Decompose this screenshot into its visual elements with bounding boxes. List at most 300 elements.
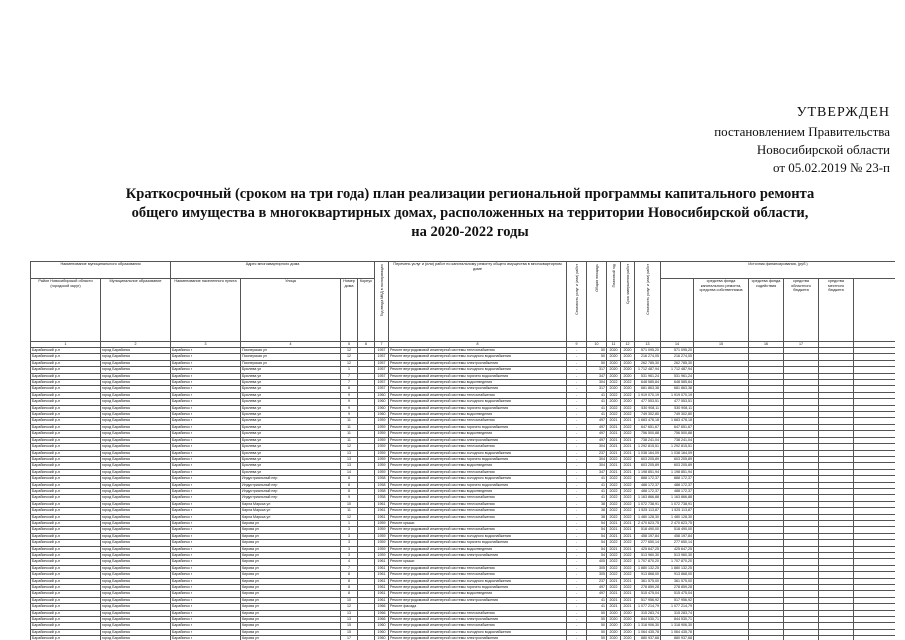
cell-empty: [819, 636, 854, 640]
cell-plan-year: 2020: [607, 629, 621, 635]
cell-fund-owners: 518 490,00: [661, 527, 694, 533]
cell-works: Ремонт внутридомовой инженерной системы холодного водоснабжения: [389, 578, 567, 584]
cell-district: Барабинский р-н: [31, 565, 101, 571]
cell-deadline: 2021: [621, 597, 635, 603]
cell-fund-owners: 488 172,37: [661, 488, 694, 494]
cell-year-built: 1959: [375, 418, 389, 424]
cell-year-built: 1959: [375, 450, 389, 456]
cell-deadline: 2022: [621, 565, 635, 571]
approval-stamp: [640, 104, 890, 177]
cell-street: Брилева ул: [241, 367, 341, 373]
cell-street: Кирова ул: [241, 623, 341, 629]
cell-district: Барабинский р-н: [31, 527, 101, 533]
cell-district: Барабинский р-н: [31, 585, 101, 591]
cell-cost: 278 859,28: [635, 585, 661, 591]
cell-locality: Барабинск г: [171, 636, 241, 640]
cell-house: 17: [341, 636, 358, 640]
cell-plan-year: 2022: [607, 585, 621, 591]
cell-district: Барабинский р-н: [31, 437, 101, 443]
cell-year-built: 1961: [375, 585, 389, 591]
cell-locality: Барабинск г: [171, 456, 241, 462]
cell-deadline: 2022: [621, 514, 635, 520]
cell-district: Барабинский р-н: [31, 360, 101, 366]
cell-works: Ремонт внутридомовой инженерной системы водоотведения: [389, 463, 567, 469]
cell-fund-owners: 738 241,04: [661, 437, 694, 443]
cell-deadline: 2021: [621, 418, 635, 424]
cell-deadline: 2020: [621, 617, 635, 623]
header-cost: Стоимость услуг и (или) работ: [635, 262, 661, 342]
cell-cost-pre: -: [567, 456, 587, 462]
cell-deadline: 2021: [621, 604, 635, 610]
cell-district: Барабинский р-н: [31, 591, 101, 597]
cell-deadline: 2020: [621, 348, 635, 354]
cell-settlement: город Барабинск: [101, 380, 171, 386]
cell-district: Барабинский р-н: [31, 572, 101, 578]
cell-settlement: город Барабинск: [101, 533, 171, 539]
cell-plan-year: 2022: [607, 540, 621, 546]
cell-deadline: 2022: [621, 412, 635, 418]
cell-settlement: город Барабинск: [101, 578, 171, 584]
cell-cost-pre: -: [567, 546, 587, 552]
cell-works: Ремонт внутридомовой инженерной системы водоотведения: [389, 412, 567, 418]
cell-area: 347: [587, 469, 607, 475]
cell-plan-year: 2021: [607, 604, 621, 610]
cell-district: Барабинский р-н: [31, 386, 101, 392]
cell-year-built: 1960: [375, 412, 389, 418]
cell-empty: [749, 636, 784, 640]
cell-cost-pre: -: [567, 476, 587, 482]
cell-house: 11: [341, 418, 358, 424]
cell-area: 50: [587, 360, 607, 366]
cell-area: 54: [587, 553, 607, 559]
cell-area: 50: [587, 354, 607, 360]
cell-building: [358, 636, 375, 640]
cell-district: Барабинский р-н: [31, 469, 101, 475]
cell-district: Барабинский р-н: [31, 399, 101, 405]
cell-area: 50: [587, 610, 607, 616]
cell-district: Барабинский р-н: [31, 392, 101, 398]
cell-works: Ремонт внутридомовой инженерной системы теплоснабжения: [389, 623, 567, 629]
cell-works: Ремонт внутридомовой инженерной системы теплоснабжения: [389, 610, 567, 616]
cell-cost: 913 868,00: [635, 572, 661, 578]
header-building: Корпус: [358, 279, 375, 342]
cell-locality: Барабинск г: [171, 629, 241, 635]
cell-district: Барабинский р-н: [31, 373, 101, 379]
column-number: 4: [241, 342, 341, 348]
cell-cost: 1 712 487,94: [635, 367, 661, 373]
cell-fund-owners: 262 785,30: [661, 360, 694, 366]
cell-house: 3: [341, 533, 358, 539]
cell-area: 50: [587, 636, 607, 640]
cell-area: 41: [587, 495, 607, 501]
cell-plan-year: 2021: [607, 546, 621, 552]
cell-cost-pre: -: [567, 482, 587, 488]
cell-fund-owners: 2 470 623,75: [661, 520, 694, 526]
header-fund-other: [854, 279, 895, 342]
cell-year-built: 1960: [375, 405, 389, 411]
cell-locality: Барабинск г: [171, 501, 241, 507]
cell-plan-year: 2020: [607, 386, 621, 392]
header-settlement: Муниципальное образование: [101, 279, 171, 342]
cell-works: Ремонт внутридомовой инженерной системы электроснабжения: [389, 617, 567, 623]
cell-house: 12: [341, 444, 358, 450]
cell-house: 7: [341, 380, 358, 386]
cell-area: 497: [587, 437, 607, 443]
cell-street: Брилева ул: [241, 405, 341, 411]
cell-street: Карла Маркса ул: [241, 514, 341, 520]
cell-cost-pre: -: [567, 437, 587, 443]
cell-cost-pre: -: [567, 623, 587, 629]
cell-fund-owners: 1 198 851,94: [661, 469, 694, 475]
cell-year-built: 1957: [375, 367, 389, 373]
cell-cost-pre: -: [567, 597, 587, 603]
cell-settlement: город Барабинск: [101, 463, 171, 469]
cell-works: Ремонт внутридомовой инженерной системы водоотведения: [389, 546, 567, 552]
cell-cost: 515 475,04: [635, 591, 661, 597]
cell-cost: 488 172,37: [635, 488, 661, 494]
cell-plan-year: 2020: [607, 354, 621, 360]
cell-street: Кирова ул: [241, 610, 341, 616]
cell-district: Барабинский р-н: [31, 629, 101, 635]
cell-fund-owners: 603 205,89: [661, 463, 694, 469]
header-funding: Источник финансирования, (руб.): [661, 262, 895, 279]
cell-locality: Барабинск г: [171, 617, 241, 623]
column-number: 6: [358, 342, 375, 348]
cell-street: Кирова ул: [241, 585, 341, 591]
cell-street: Индустриальный пер: [241, 476, 341, 482]
cell-year-built: 1960: [375, 629, 389, 635]
cell-fund-owners: 1 480 128,30: [661, 514, 694, 520]
cell-year-built: 1961: [375, 572, 389, 578]
cell-area: 305: [587, 572, 607, 578]
cell-cost: 1 064 435,78: [635, 629, 661, 635]
cell-plan-year: 2020: [607, 610, 621, 616]
cell-works: Ремонт внутридомовой инженерной системы водоотведения: [389, 488, 567, 494]
cell-year-built: 1957: [375, 373, 389, 379]
column-number: 13: [635, 342, 661, 348]
cell-cost: 1 038 164,09: [635, 450, 661, 456]
cell-area: 497: [587, 591, 607, 597]
cell-locality: Барабинск г: [171, 514, 241, 520]
header-deadline: Срок завершения работ: [621, 262, 635, 342]
cell-cost: 1 077 214,79: [635, 604, 661, 610]
cell-district: Барабинский р-н: [31, 610, 101, 616]
cell-area: 304: [587, 456, 607, 462]
cell-locality: Барабинск г: [171, 591, 241, 597]
cell-deadline: 2020: [621, 399, 635, 405]
cell-cost-pre: -: [567, 520, 587, 526]
header-locality: Наименование населенного пункта: [171, 279, 241, 342]
header-address: Адрес многоквартирного дома: [171, 262, 375, 279]
cell-settlement: город Барабинск: [101, 617, 171, 623]
cell-district: Барабинский р-н: [31, 412, 101, 418]
cell-deadline: 2022: [621, 495, 635, 501]
cell-year-built: 1966: [375, 610, 389, 616]
cell-house: 12: [341, 348, 358, 354]
cell-locality: Барабинск г: [171, 469, 241, 475]
cell-settlement: город Барабинск: [101, 360, 171, 366]
cell-plan-year: 2021: [607, 469, 621, 475]
cell-area: 304: [587, 444, 607, 450]
document-title-line-3: на 2020-2022 годы: [411, 224, 529, 240]
cell-year-built: 1961: [375, 578, 389, 584]
cell-settlement: город Барабинск: [101, 623, 171, 629]
cell-house: 13: [341, 450, 358, 456]
cell-settlement: город Барабинск: [101, 610, 171, 616]
cell-settlement: город Барабинск: [101, 418, 171, 424]
cell-cost: 603 205,89: [635, 456, 661, 462]
cell-year-built: 1958: [375, 482, 389, 488]
cell-street: Брилева ул: [241, 373, 341, 379]
cell-street: Кирова ул: [241, 617, 341, 623]
cell-area: 497: [587, 418, 607, 424]
cell-district: Барабинский р-н: [31, 444, 101, 450]
cell-fund-owners: 1 163 866,88: [661, 495, 694, 501]
cell-cost-pre: -: [567, 565, 587, 571]
cell-cost: 425 647,25: [635, 546, 661, 552]
cell-year-built: 1959: [375, 533, 389, 539]
cell-locality: Барабинск г: [171, 488, 241, 494]
header-fund-owners: средства фонда капитального ремонта, средства собственников: [694, 279, 749, 342]
cell-plan-year: 2020: [607, 399, 621, 405]
cell-year-built: 1960: [375, 623, 389, 629]
cell-works: Ремонт внутридомовой инженерной системы горячего водоснабжения: [389, 424, 567, 430]
cell-area: 38: [587, 514, 607, 520]
cell-plan-year: 2021: [607, 418, 621, 424]
cell-street: Брилева ул: [241, 456, 341, 462]
cell-fund-owners: 1 292 815,51: [661, 444, 694, 450]
cell-plan-year: 2021: [607, 463, 621, 469]
cell-works: Ремонт внутридомовой инженерной системы холодного водоснабжения: [389, 399, 567, 405]
cell-plan-year: 2022: [607, 495, 621, 501]
cell-plan-year: 2022: [607, 380, 621, 386]
cell-cost-pre: -: [567, 533, 587, 539]
cell-empty: [694, 636, 749, 640]
cell-area: 497: [587, 424, 607, 430]
cell-fund-owners: 1 038 164,09: [661, 450, 694, 456]
cell-deadline: 2021: [621, 527, 635, 533]
cell-cost-pre: -: [567, 488, 587, 494]
cell-locality: Барабинск г: [171, 450, 241, 456]
cell-year-built: 1957: [375, 360, 389, 366]
cell-fund-owners: 458 197,84: [661, 533, 694, 539]
cell-works: Ремонт внутридомовой инженерной системы теплоснабжения: [389, 392, 567, 398]
cell-settlement: город Барабинск: [101, 597, 171, 603]
cell-works: Ремонт внутридомовой инженерной системы холодного водоснабжения: [389, 476, 567, 482]
cell-cost: 844 530,71: [635, 617, 661, 623]
cell-works: Ремонт внутридомовой инженерной системы водоотведения: [389, 431, 567, 437]
cell-year-built: 1959: [375, 520, 389, 526]
column-number: 7: [375, 342, 389, 348]
cell-district: Барабинский р-н: [31, 450, 101, 456]
cell-district: Барабинский р-н: [31, 623, 101, 629]
cell-house: 7: [341, 373, 358, 379]
cell-settlement: город Барабинск: [101, 405, 171, 411]
cell-fund-owners: 844 530,71: [661, 617, 694, 623]
cell-street: Индустриальный пер: [241, 482, 341, 488]
cell-year-built: 1961: [375, 559, 389, 565]
cell-house: 10: [341, 597, 358, 603]
cell-cost-pre: -: [567, 604, 587, 610]
cell-house: 12: [341, 360, 358, 366]
cell-deadline: 2021: [621, 591, 635, 597]
cell-house: 11: [341, 424, 358, 430]
plan-table: [30, 261, 895, 640]
cell-plan-year: 2020: [607, 348, 621, 354]
cell-plan-year: 2021: [607, 520, 621, 526]
cell-year-built: 1958: [375, 495, 389, 501]
header-fund-total: [661, 279, 694, 342]
cell-area: 38: [587, 508, 607, 514]
header-fund-local: средства местного бюджета: [819, 279, 854, 342]
cell-street: Индустриальный пер: [241, 488, 341, 494]
header-district: Район Новосибирской области (городской округ): [31, 279, 101, 342]
cell-cost-pre: -: [567, 373, 587, 379]
cell-year-built: 1961: [375, 597, 389, 603]
cell-cost-pre: -: [567, 367, 587, 373]
cell-year-built: 1961: [375, 591, 389, 597]
cell-deadline: 2020: [621, 373, 635, 379]
cell-fund-owners: 913 868,00: [661, 572, 694, 578]
cell-district: Барабинский р-н: [31, 553, 101, 559]
cell-district: Барабинский р-н: [31, 348, 101, 354]
header-area: Общая площадь: [587, 262, 607, 342]
cell-year-built: 1961: [375, 514, 389, 520]
cell-fund-owners: 1 683 478,18: [661, 418, 694, 424]
cell-house: 15: [341, 629, 358, 635]
cell-locality: Барабинск г: [171, 482, 241, 488]
cell-cost: 1 318 906,30: [635, 623, 661, 629]
cell-cost-pre: -: [567, 591, 587, 597]
cell-area: 54: [587, 546, 607, 552]
cell-cost: 603 205,89: [635, 463, 661, 469]
cell-year-built: 1959: [375, 553, 389, 559]
cell-locality: Барабинск г: [171, 597, 241, 603]
cell-settlement: город Барабинск: [101, 488, 171, 494]
cell-settlement: город Барабинск: [101, 514, 171, 520]
cell-year-built: 1959: [375, 540, 389, 546]
cell-cost-pre: -: [567, 527, 587, 533]
cell-year-built: 1959: [375, 456, 389, 462]
cell-fund-owners: 1 077 214,79: [661, 604, 694, 610]
cell-district: Барабинский р-н: [31, 405, 101, 411]
cell-plan-year: 2022: [607, 405, 621, 411]
cell-year-built: 1961: [375, 501, 389, 507]
cell-house: 13: [341, 463, 358, 469]
cell-cost: 738 241,04: [635, 437, 661, 443]
cell-street: Кирова ул: [241, 559, 341, 565]
cell-house: 8: [341, 572, 358, 578]
cell-cost-pre: -: [567, 629, 587, 635]
cell-street: Кирова ул: [241, 629, 341, 635]
cell-settlement: город Барабинск: [101, 495, 171, 501]
cell-house: 13: [341, 610, 358, 616]
cell-locality: Барабинск г: [171, 418, 241, 424]
cell-settlement: город Барабинск: [101, 476, 171, 482]
cell-plan-year: 2022: [607, 482, 621, 488]
cell-house: 12: [341, 514, 358, 520]
cell-cost-pre: -: [567, 399, 587, 405]
cell-district: Барабинский р-н: [31, 540, 101, 546]
cell-cost-pre: -: [567, 424, 587, 430]
cell-house: 8: [341, 386, 358, 392]
cell-year-built: 1966: [375, 604, 389, 610]
cell-locality: Барабинск г: [171, 463, 241, 469]
cell-locality: Барабинск г: [171, 565, 241, 571]
cell-deadline: 2022: [621, 431, 635, 437]
cell-cost: 681 863,38: [635, 386, 661, 392]
cell-street: Брилева ул: [241, 450, 341, 456]
cell-cost: 1 683 478,18: [635, 418, 661, 424]
cell-area: 317: [587, 386, 607, 392]
cell-deadline: 2021: [621, 437, 635, 443]
cell-plan-year: 2022: [607, 514, 621, 520]
cell-fund-owners: 517 956,92: [661, 597, 694, 603]
cell-settlement: город Барабинск: [101, 424, 171, 430]
cell-street: Брилева ул: [241, 444, 341, 450]
cell-cost: 262 785,30: [635, 360, 661, 366]
cell-deadline: 2020: [621, 386, 635, 392]
cell-plan-year: 2022: [607, 501, 621, 507]
cell-works: Ремонт внутридомовой инженерной системы электроснабжения: [389, 553, 567, 559]
cell-street: Кирова ул: [241, 597, 341, 603]
cell-deadline: 2020: [621, 629, 635, 635]
cell-fund-owners: 648 585,84: [661, 380, 694, 386]
cell-plan-year: 2020: [607, 623, 621, 629]
cell-year-built: 1958: [375, 476, 389, 482]
cell-locality: Барабинск г: [171, 527, 241, 533]
cell-works: Ремонт внутридомовой инженерной системы теплоснабжения: [389, 348, 567, 354]
cell-street: Кирова ул: [241, 540, 341, 546]
cell-deadline: 2020: [621, 360, 635, 366]
cell-works: Ремонт внутридомовой инженерной системы электроснабжения: [389, 437, 567, 443]
cell-fund-owners: 880 937,68: [661, 636, 694, 640]
cell-district: Барабинский р-н: [31, 463, 101, 469]
cell-settlement: город Барабинск: [101, 501, 171, 507]
cell-house: 12: [341, 354, 358, 360]
cell-cost-pre: -: [567, 405, 587, 411]
cell-cost: 749 302,80: [635, 412, 661, 418]
cell-locality: Барабинск г: [171, 495, 241, 501]
cell-works: Ремонт внутридомовой инженерной системы электроснабжения: [389, 597, 567, 603]
cell-cost: 458 197,84: [635, 533, 661, 539]
cell-district: Барабинский р-н: [31, 456, 101, 462]
cell-area: 347: [587, 373, 607, 379]
cell-year-built: 1957: [375, 386, 389, 392]
cell-settlement: город Барабинск: [101, 354, 171, 360]
cell-locality: Барабинск г: [171, 431, 241, 437]
cell-area: 50: [587, 629, 607, 635]
cell-cost-pre: -: [567, 469, 587, 475]
cell-area: 237: [587, 450, 607, 456]
cell-cost-pre: -: [567, 418, 587, 424]
column-number: 9: [567, 342, 587, 348]
cell-year-built: 1959: [375, 424, 389, 430]
cell-settlement: город Барабинск: [101, 636, 171, 640]
cell-fund-owners: 277 650,14: [661, 540, 694, 546]
cell-locality: Барабинск г: [171, 578, 241, 584]
cell-works: Ремонт крыши: [389, 559, 567, 565]
cell-fund-owners: 216 274,05: [661, 354, 694, 360]
cell-area: 41: [587, 597, 607, 603]
cell-deadline: 2020: [621, 367, 635, 373]
cell-settlement: город Барабинск: [101, 540, 171, 546]
cell-plan-year: 2020: [607, 373, 621, 379]
cell-street: Брилева ул: [241, 386, 341, 392]
cell-works: Ремонт внутридомовой инженерной системы горячего водоснабжения: [389, 540, 567, 546]
cell-cost-pre: -: [567, 495, 587, 501]
cell-district: Барабинский р-н: [31, 604, 101, 610]
